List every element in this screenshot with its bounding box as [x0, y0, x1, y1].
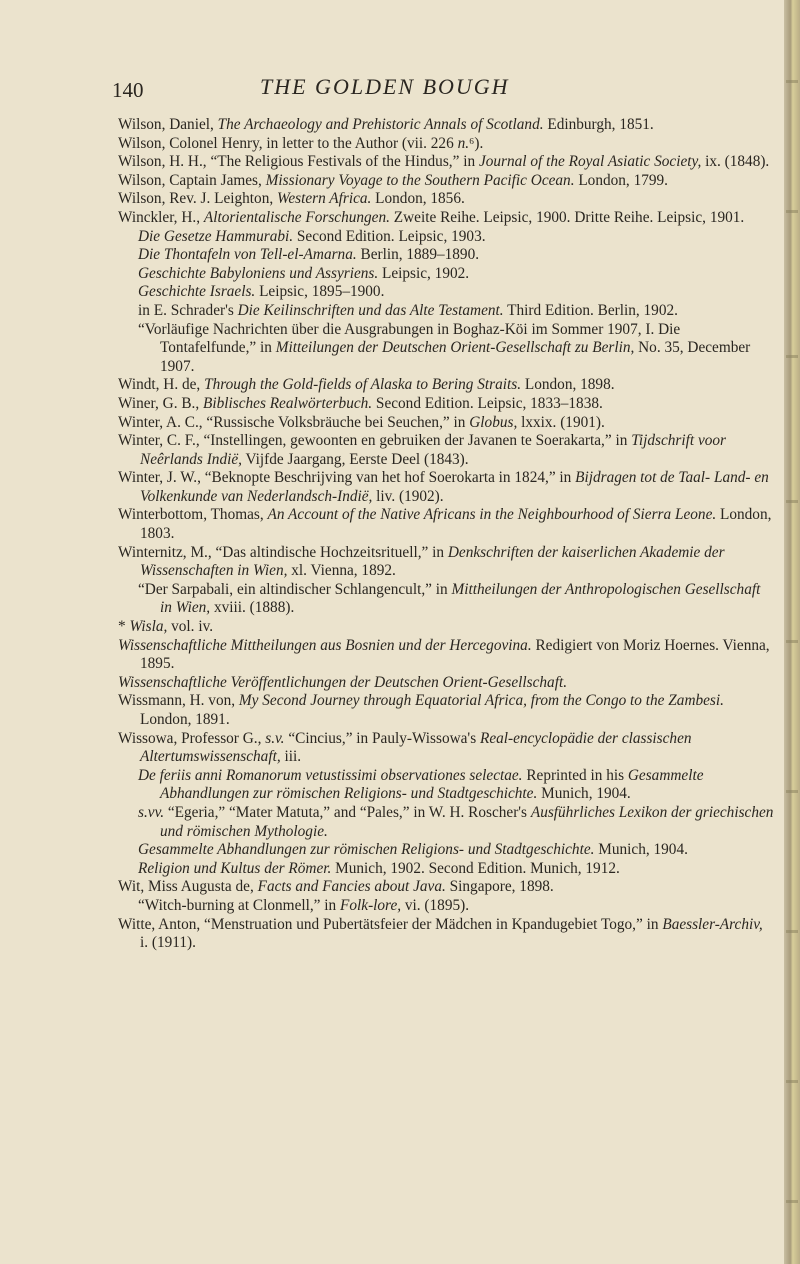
entry-text: Singapore, 1898.	[445, 878, 554, 896]
entry-text: Wissmann, H. von,	[118, 692, 239, 710]
entry-title-text: Folk-lore,	[340, 896, 402, 914]
entry-text: Second Edition. Leipsic, 1903.	[293, 227, 486, 245]
entry-text: Winternitz, M., “Das altindische Hochzeitsrituell,” in	[118, 543, 448, 561]
entry-text: “Egeria,” “Mater Matuta,” and “Pales,” in W. H. Roscher's	[164, 803, 531, 821]
entry-text: Reprinted in his	[522, 766, 628, 784]
entry-title-text: Die Gesetze Hammurabi.	[138, 227, 294, 245]
entry-title-text: Mittheilungen der Anthropologischen Gesellschaft in Wien,	[160, 580, 761, 617]
entry-title-text: My Second Journey through Equatorial Africa, from the Congo to the Zambesi.	[238, 692, 724, 710]
entry-title-text: Ausführliches Lexikon der griechischen und römischen Mythologie.	[160, 803, 774, 840]
bibliography-entry	[118, 153, 774, 172]
entry-title-text: De feriis anni Romanorum vetustissimi observationes selectae.	[138, 766, 523, 784]
bibliography-entry	[118, 618, 774, 637]
entry-text: Third Edition. Berlin, 1902.	[503, 301, 678, 319]
entry-text: Second Edition. Leipsic, 1833–1838.	[372, 394, 603, 412]
bibliography-entry	[118, 469, 774, 506]
bibliography-entry	[138, 897, 774, 916]
entry-title-text: Gesammelte Abhandlungen zur römischen Religions- und Stadtgeschichte.	[138, 841, 595, 859]
entry-text: Winter, C. F., “Instellingen, gewoonten en gebruiken der Javanen te Soerakarta,” in	[118, 432, 632, 450]
entry-title-text: Tijdschrift voor Neêrlands Indië,	[140, 432, 727, 468]
bibliography-list	[118, 116, 774, 953]
bibliography-entry	[118, 432, 774, 469]
entry-text: Winter, J. W., “Beknopte Beschrijving van het hof Soerokarta in 1824,” in	[118, 469, 576, 487]
entry-text: liv. (1902).	[372, 487, 444, 505]
entry-text: Winter, A. C., “Russische Volksbräuche bei Seuchen,” in	[118, 413, 470, 431]
entry-title-text: Mitteilungen der Deutschen Orient-Gesellschaft zu Berlin,	[275, 339, 635, 357]
entry-text: iii.	[280, 748, 302, 766]
entry-text: Munich, 1904.	[594, 841, 688, 859]
page-number: 140	[112, 78, 144, 102]
entry-title-text: Biblisches Realwörterbuch.	[203, 394, 373, 412]
entry-text: Wit, Miss Augusta de,	[118, 878, 258, 896]
bibliography-entry	[118, 190, 774, 209]
entry-title-text: Altorientalische Forschungen.	[203, 208, 390, 226]
entry-title-text: Bijdragen tot de Taal- Land- en Volkenkunde van Nederlandsch-Indië,	[140, 469, 769, 505]
entry-text: Winer, G. B.,	[118, 394, 204, 412]
page-header	[0, 74, 784, 104]
entry-text: Redigiert von Moriz Hoernes. Vienna, 1895.	[140, 636, 770, 673]
entry-title-text: Western Africa.	[277, 190, 372, 208]
entry-text: London, 1898.	[521, 376, 615, 394]
bibliography-entry	[138, 283, 774, 302]
entry-text: Wissowa, Professor G.,	[118, 729, 266, 747]
entry-text: Vijfde Jaargang, Eerste Deel (1843).	[241, 450, 469, 468]
entry-text: in E. Schrader's	[138, 301, 238, 319]
bibliography-entry	[118, 637, 774, 674]
entry-title-text: Geschichte Babyloniens und Assyriens.	[138, 264, 379, 282]
entry-text: Munich, 1904.	[537, 785, 631, 803]
entry-text: Witte, Anton, “Menstruation und Pubertätsfeier der Mädchen in Kpandugebiet Togo,” in	[118, 915, 663, 933]
entry-title-text: Die Thontafeln von Tell-el-Amarna.	[138, 246, 357, 264]
entry-title-text: Missionary Voyage to the Southern Pacific Ocean.	[265, 171, 575, 189]
entry-text: “Witch-burning at Clonmell,” in	[138, 896, 341, 914]
entry-text: Leipsic, 1902.	[378, 264, 470, 282]
entry-text: Wilson, Colonel Henry, in letter to the Author (vii. 226	[118, 134, 458, 152]
bibliography-entry	[138, 228, 774, 247]
entry-text: “Der Sarpabali, ein altindischer Schlangencult,” in	[138, 580, 452, 598]
entry-text: No. 35, December 1907.	[160, 339, 751, 375]
entry-text: Leipsic, 1895–1900.	[255, 283, 385, 301]
entry-text: London, 1803.	[140, 506, 772, 543]
entry-text: Wilson, Daniel,	[118, 116, 218, 133]
bibliography-entry	[138, 841, 774, 860]
entry-text: vi. (1895).	[401, 896, 470, 914]
entry-text: Wilson, Captain James,	[118, 171, 266, 189]
entry-text: ⁶).	[469, 134, 484, 152]
bibliography-entry	[118, 878, 774, 897]
bibliography-entry	[138, 860, 774, 879]
bibliography-entry	[118, 376, 774, 395]
entry-text: Wilson, H. H., “The Religious Festivals of the Hindus,” in	[118, 153, 479, 171]
bibliography-entry	[138, 302, 774, 321]
bibliography-entry	[118, 674, 774, 693]
book-page-edge	[784, 0, 800, 1264]
entry-text: Windt, H. de,	[118, 376, 205, 394]
entry-title-text: s.v.	[265, 729, 285, 747]
bibliography-entry	[138, 321, 774, 377]
entry-text: “Vorläufige Nachrichten über die Ausgrabungen in Boghaz-Köi im Sommer 1907, I. Die Tontafelfunde,” in	[138, 320, 681, 357]
entry-title-text: Die Keilinschriften und das Alte Testament.	[237, 301, 504, 319]
bibliography-entry	[118, 506, 774, 543]
entry-text: vol. iv.	[167, 618, 214, 636]
entry-text: Zweite Reihe. Leipsic, 1900. Dritte Reihe. Leipsic, 1901.	[389, 208, 745, 226]
entry-text: “Cincius,” in Pauly-Wissowa's	[284, 729, 480, 747]
bibliography-entry	[118, 395, 774, 414]
running-head: THE GOLDEN BOUGH	[260, 74, 510, 99]
entry-text: lxxix. (1901).	[517, 413, 605, 431]
entry-title-text: Religion und Kultus der Römer.	[138, 859, 332, 877]
entry-title-text: Wissenschaftliche Veröffentlichungen der Deutschen Orient-Gesellschaft.	[118, 673, 568, 691]
bibliography-entry	[118, 730, 774, 767]
entry-text: Edinburgh, 1851.	[543, 116, 654, 133]
entry-text: Wilson, Rev. J. Leighton,	[118, 190, 277, 208]
entry-text: Winterbottom, Thomas,	[118, 506, 268, 524]
bibliography-entry	[118, 135, 774, 154]
entry-text: *	[118, 618, 130, 636]
entry-text: Winckler, H.,	[118, 208, 204, 226]
entry-title-text: The Archaeology and Prehistoric Annals of Scotland.	[217, 116, 544, 133]
bibliography-entry	[118, 414, 774, 433]
entry-title-text: Journal of the Royal Asiatic Society,	[478, 153, 702, 171]
entry-title-text: Wisla,	[129, 618, 168, 636]
entry-text: London, 1891.	[140, 711, 230, 728]
bibliography-entry	[118, 916, 774, 953]
bibliography-entry	[138, 265, 774, 284]
entry-title-text: Real-encyclopädie der classischen Altertumswissenschaft,	[140, 729, 692, 766]
bibliography-entry	[118, 116, 774, 135]
entry-title-text: Wissenschaftliche Mittheilungen aus Bosnien und der Hercegovina.	[118, 636, 532, 654]
bibliography-entry	[118, 544, 774, 581]
bibliography-entry	[138, 581, 774, 618]
bibliography-entry	[138, 246, 774, 265]
bibliography-entry	[118, 209, 774, 228]
entry-text: Munich, 1902. Second Edition. Munich, 1912.	[331, 859, 620, 877]
entry-title-text: Geschichte Israels.	[138, 283, 256, 301]
entry-text: London, 1856.	[371, 190, 465, 208]
entry-title-text: n.	[457, 134, 470, 152]
entry-title-text: s.vv.	[138, 803, 165, 821]
entry-text: ix. (1848).	[701, 153, 770, 171]
entry-title-text: Through the Gold-fields of Alaska to Bering Straits.	[204, 376, 522, 394]
bibliography-entry	[118, 172, 774, 191]
entry-text: i. (1911).	[140, 934, 196, 952]
entry-title-text: Gesammelte Abhandlungen zur römischen Religions- und Stadtgeschichte.	[160, 766, 704, 803]
entry-title-text: Denkschriften der kaiserlichen Akademie der Wissenschaften in Wien,	[140, 543, 725, 580]
entry-text: London, 1799.	[574, 171, 668, 189]
entry-text: Berlin, 1889–1890.	[356, 246, 480, 264]
entry-title-text: Facts and Fancies about Java.	[257, 878, 446, 896]
entry-text: xl. Vienna, 1892.	[287, 562, 396, 580]
bibliography-entry	[138, 804, 774, 841]
entry-title-text: An Account of the Native Africans in the Neighbourhood of Sierra Leone.	[267, 506, 717, 524]
bibliography-entry	[118, 692, 774, 729]
entry-text: xviii. (1888).	[210, 599, 295, 617]
entry-title-text: Globus,	[469, 413, 518, 431]
entry-title-text: Baessler-Archiv,	[662, 915, 763, 933]
bibliography-entry	[138, 767, 774, 804]
